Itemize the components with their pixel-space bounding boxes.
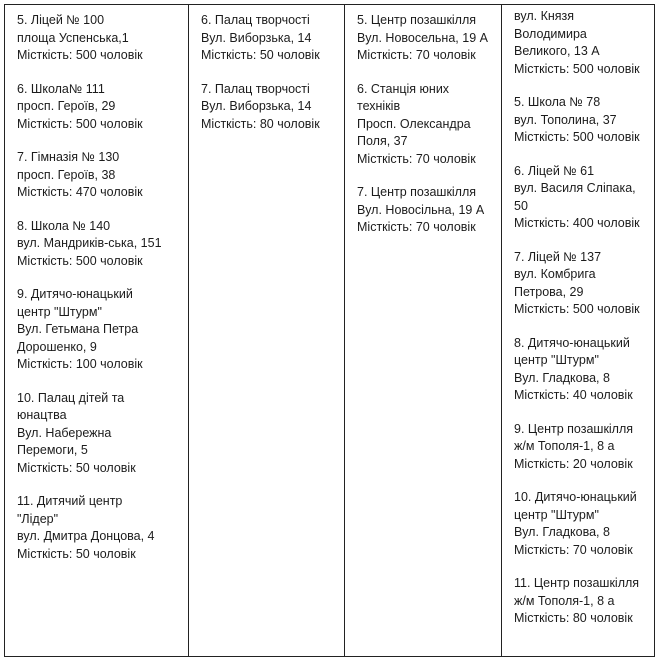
entry-title: 8. Школа № 140 <box>17 218 111 233</box>
entry-capacity: Місткість: 80 чоловік <box>514 611 633 625</box>
list-item <box>514 421 654 474</box>
table-column-2 <box>188 5 344 656</box>
entry-capacity: Місткість: 500 чоловік <box>514 302 640 316</box>
table-column-4 <box>501 5 654 656</box>
entry-title: 7. Палац творчості <box>201 81 310 96</box>
list-item <box>514 8 654 78</box>
entry-address: Вул. Гладкова, 8 <box>514 370 610 385</box>
entry-title: 6. Школа№ 111 <box>17 81 105 96</box>
entry-capacity: Місткість: 100 чоловік <box>17 357 143 371</box>
entry-title: 11. Дитячий центр "Лідер" <box>17 494 123 526</box>
entry-capacity: Місткість: 70 чоловік <box>357 220 476 234</box>
entry-title: 7. Центр позашкілля <box>357 185 477 199</box>
entry-capacity: Місткість: 50 чоловік <box>201 48 320 62</box>
entry-address: ж/м Тополя-1, 8 а <box>514 439 615 453</box>
entry-capacity: Місткість: 70 чоловік <box>357 48 476 62</box>
list-item <box>514 249 654 319</box>
entry-capacity: Місткість: 70 чоловік <box>357 151 476 166</box>
entry-address: вул. Дмитра Донцова, 4 <box>17 529 155 543</box>
entry-title: 10. Дитячо-юнацький центр "Штурм" <box>514 490 637 522</box>
list-item <box>357 12 501 65</box>
entry-address: вул. Мандриків-ська, 151 <box>17 236 162 250</box>
list-item <box>357 184 501 237</box>
entry-capacity: Місткість: 20 чоловік <box>514 456 633 471</box>
entry-address: ж/м Тополя-1, 8 а <box>514 593 615 608</box>
entry-title: 5. Центр позашкілля <box>357 13 477 27</box>
entry-address: Вул. Набережна Перемоги, 5 <box>17 425 112 457</box>
entry-capacity: Місткість: 40 чоловік <box>514 388 633 402</box>
entry-capacity: Місткість: 70 чоловік <box>514 542 633 557</box>
list-item <box>17 493 188 563</box>
entry-address: вул. Князя Володимира Великого, 13 А <box>514 9 600 58</box>
entry-title: 8. Дитячо-юнацький центр "Штурм" <box>514 335 630 367</box>
entry-title: 6. Ліцей № 61 <box>514 163 595 178</box>
entry-capacity: Місткість: 400 чоловік <box>514 216 640 230</box>
entry-capacity: Місткість: 470 чоловік <box>17 185 143 199</box>
list-item <box>17 81 188 134</box>
list-item <box>17 218 188 271</box>
entry-title: 5. Школа № 78 <box>514 95 601 109</box>
entry-address: вул. Комбрига Петрова, 29 <box>514 267 596 299</box>
entry-address: Просп. Олександра Поля, 37 <box>357 116 471 148</box>
entry-address: просп. Героїв, 29 <box>17 99 116 113</box>
list-item <box>514 94 654 147</box>
list-item <box>514 335 654 405</box>
entry-capacity: Місткість: 500 чоловік <box>17 48 143 62</box>
list-item <box>17 286 188 374</box>
entry-address: вул. Тополина, 37 <box>514 112 617 127</box>
entry-title: 9. Центр позашкілля <box>514 421 634 436</box>
entry-title: 6. Станція юних техніків <box>357 81 450 113</box>
entry-address: Вул. Гетьмана Петра Дорошенко, 9 <box>17 322 139 354</box>
entry-title: 6. Палац творчості <box>201 13 310 27</box>
list-item <box>201 12 344 65</box>
entry-address: Вул. Виборзька, 14 <box>201 30 312 45</box>
table-column-3 <box>344 5 501 656</box>
list-item <box>17 390 188 478</box>
entry-address: Вул. Новосільна, 19 А <box>357 202 485 217</box>
entry-title: 7. Ліцей № 137 <box>514 249 602 264</box>
entry-capacity: Місткість: 500 чоловік <box>514 61 640 76</box>
list-item <box>201 81 344 134</box>
entry-address: просп. Героїв, 38 <box>17 167 116 182</box>
entry-title: 7. Гімназія № 130 <box>17 150 120 164</box>
list-item <box>17 12 188 65</box>
entry-title: 9. Дитячо-юнацький центр "Штурм" <box>17 287 133 319</box>
entry-title: 10. Палац дітей та юнацтва <box>17 390 125 422</box>
entry-capacity: Місткість: 50 чоловік <box>17 546 136 561</box>
list-item <box>514 575 654 628</box>
list-item <box>357 81 501 169</box>
entry-capacity: Місткість: 500 чоловік <box>17 116 143 131</box>
entry-capacity: Місткість: 50 чоловік <box>17 460 136 475</box>
entry-capacity: Місткість: 500 чоловік <box>514 130 640 144</box>
list-item <box>514 489 654 559</box>
entry-address: Вул. Виборзька, 14 <box>201 99 312 113</box>
document-table <box>4 4 655 657</box>
entry-title: 11. Центр позашкілля <box>514 576 640 590</box>
table-column-1 <box>5 5 188 656</box>
entry-address: вул. Василя Сліпака, 50 <box>514 181 636 213</box>
entry-capacity: Місткість: 500 чоловік <box>17 253 143 268</box>
entry-address: Вул. Гладкова, 8 <box>514 525 610 539</box>
entry-address: Вул. Новосельна, 19 А <box>357 30 488 45</box>
list-item <box>514 163 654 233</box>
entry-capacity: Місткість: 80 чоловік <box>201 116 320 131</box>
list-item <box>17 149 188 202</box>
entry-title: 5. Ліцей № 100 <box>17 13 105 27</box>
entry-address: площа Успенська,1 <box>17 30 129 45</box>
